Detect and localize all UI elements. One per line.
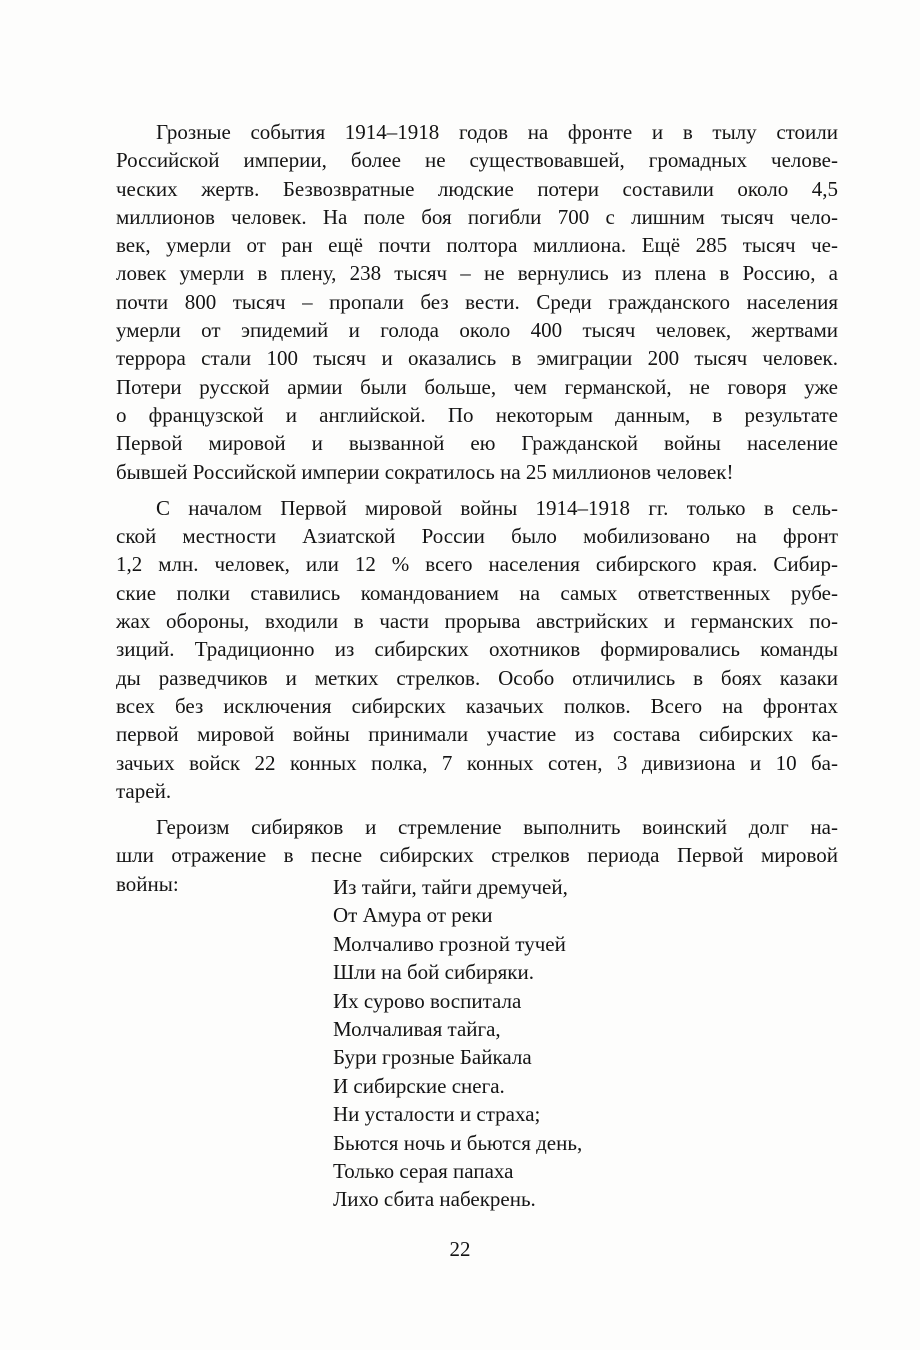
poem-line: Молчаливая тайга,: [333, 1017, 501, 1042]
text-line: почти 800 тысяч – пропали без вести. Среди гражданского населения: [116, 289, 838, 314]
poem-line: Молчаливо грозной тучей: [333, 931, 566, 956]
poem: [333, 873, 582, 1214]
paragraph-2: [116, 494, 838, 805]
text-line: ские полки ставились командованием на самых ответственных рубе-: [116, 580, 838, 605]
poem-line: Лихо сбита набекрень.: [333, 1187, 536, 1212]
text-line: зачьих войск 22 конных полка, 7 конных сотен, 3 дивизиона и 10 ба-: [116, 750, 838, 775]
poem-line: И сибирские снега.: [333, 1073, 505, 1098]
text-line: Грозные события 1914–1918 годов на фронте и в тылу стоили: [156, 120, 838, 144]
poem-line: Бури грозные Байкала: [333, 1045, 532, 1070]
text-line: ской местности Азиатской России было мобилизовано на фронт: [116, 524, 838, 549]
poem-line: Из тайги, тайги дремучей,: [333, 875, 568, 899]
text-line: шли отражение в песне сибирских стрелков периода Первой мировой: [116, 843, 838, 868]
text-line: первой мировой войны принимали участие из состава сибирских ка-: [116, 722, 838, 747]
text-line: войны:: [116, 871, 179, 896]
poem-line: Только серая папаха: [333, 1159, 514, 1184]
text-line: Российской империи, более не существовавшей, громадных челове-: [116, 148, 838, 173]
poem-line: Шли на бой сибиряки.: [333, 960, 534, 985]
text-line: Первой мировой и вызванной ею Гражданской войны население: [116, 431, 838, 456]
text-line: тарей.: [116, 778, 172, 803]
text-line: С началом Первой мировой войны 1914–1918 гг. только в сель-: [156, 495, 838, 520]
text-line: век, умерли от ран ещё почти полтора миллиона. Ещё 285 тысяч че-: [116, 233, 838, 258]
poem-line: От Амура от реки: [333, 903, 493, 928]
text-line: жах обороны, входили в части прорыва австрийских и германских по-: [116, 609, 838, 634]
text-line: бывшей Российской империи сократилось на 25 миллионов человек!: [116, 459, 734, 484]
body-text: [116, 118, 838, 898]
poem-line: Бьются ночь и бьются день,: [333, 1130, 583, 1155]
text-line: Потери русской армии были больше, чем германской, не говоря уже: [116, 374, 838, 399]
text-line: о французской и английской. По некоторым данным, в результате: [116, 402, 838, 427]
text-line: Героизм сибиряков и стремление выполнить воинский долг на-: [156, 815, 838, 840]
text-line: террора стали 100 тысяч и оказались в эмиграции 200 тысяч человек.: [116, 346, 838, 371]
text-line: умерли от эпидемий и голода около 400 тысяч человек, жертвами: [116, 318, 838, 343]
poem-line: Ни усталости и страха;: [333, 1102, 541, 1127]
paragraph-1: [116, 118, 838, 486]
text-line: ческих жертв. Безвозвратные людские потери составили около 4,5: [116, 176, 838, 201]
text-line: зиций. Традиционно из сибирских охотников формировались команды: [116, 637, 838, 662]
page-number: 22: [449, 1237, 471, 1261]
text-line: ловек умерли в плену, 238 тысяч – не вернулись из плена в Россию, а: [116, 261, 838, 286]
text-line: миллионов человек. На поле боя погибли 700 с лишним тысяч чело-: [116, 204, 838, 229]
text-line: 1,2 млн. человек, или 12 % всего населения сибирского края. Сибир-: [116, 552, 838, 577]
text-line: всех без исключения сибирских казачьих полков. Всего на фронтах: [116, 693, 838, 718]
poem-line: Их сурово воспитала: [333, 988, 522, 1013]
text-line: ды разведчиков и метких стрелков. Особо отличились в боях казаки: [116, 665, 838, 690]
